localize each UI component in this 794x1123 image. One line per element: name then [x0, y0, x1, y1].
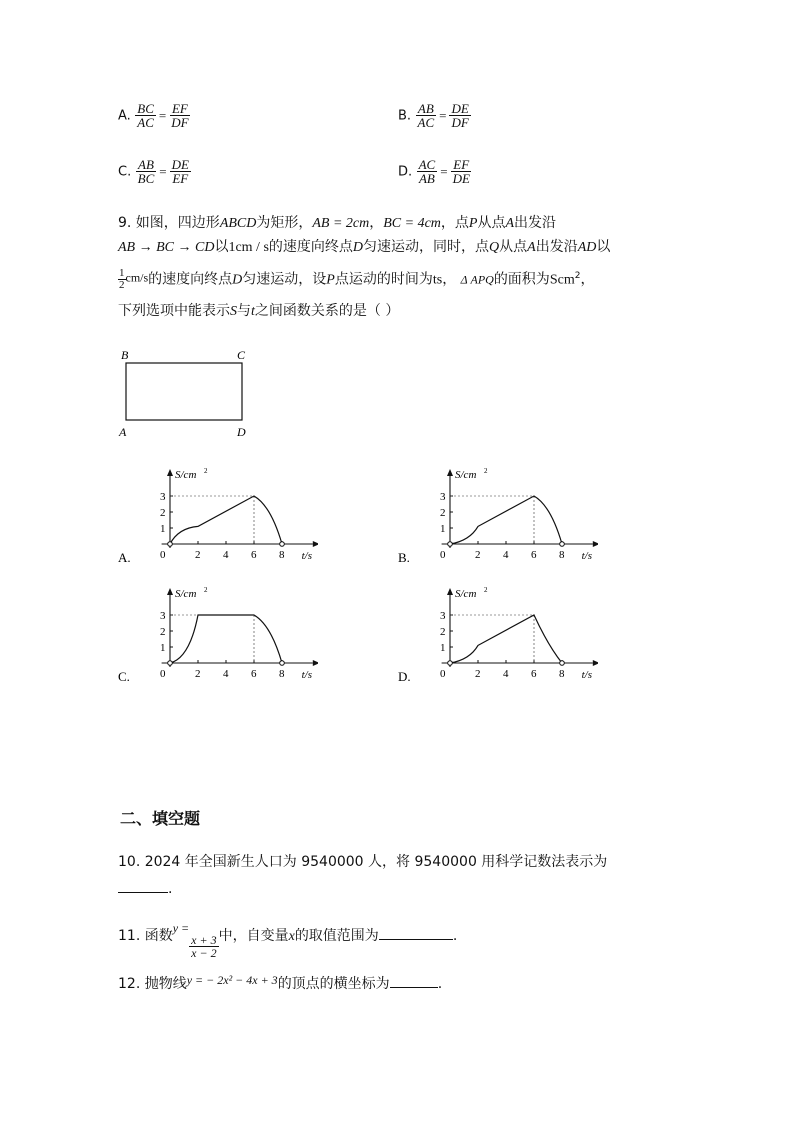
- y-axis-label-sup: 2: [484, 586, 488, 594]
- option-label: C.: [118, 164, 132, 180]
- q9-line-1: 9. 如图，四边形ABCD为矩形，AB = 2cm，BC = 4cm，点P从点A出发沿: [118, 215, 557, 231]
- origin-label: 0: [440, 668, 446, 680]
- y-axis-arrow: [167, 469, 173, 476]
- x-tick-label: 8: [279, 668, 285, 680]
- function-fraction: $\frac{x + 3}{x - 2}$: [191, 933, 217, 960]
- y-tick-label: 3: [440, 610, 446, 622]
- fraction: $\frac{BC}{AC}$: [137, 101, 154, 130]
- x-tick-label: 4: [503, 549, 509, 561]
- y-tick-label: 3: [160, 491, 166, 503]
- y-axis-label-sup: 2: [204, 586, 208, 594]
- origin-label: 0: [160, 668, 166, 680]
- fraction: $\frac{AC}{AB}$: [418, 157, 436, 186]
- x-tick-label: 8: [559, 549, 565, 561]
- open-point: [280, 661, 285, 666]
- option-label: B.: [398, 108, 412, 124]
- y-axis-arrow: [447, 588, 453, 595]
- open-point: [168, 542, 173, 547]
- q8-option-b[interactable]: B. $\frac{AB}{AC}$ = $\frac{DE}{DF}$: [398, 101, 469, 130]
- x-axis-arrow: [593, 541, 598, 547]
- x-axis-label: t/s: [581, 550, 593, 562]
- y-tick-label: 2: [160, 507, 166, 519]
- q11-line: 11. 函数y = $\frac{x + 3}{x - 2}$ 中，自变量x的取值范围为 .: [118, 921, 458, 960]
- x-axis-arrow: [593, 660, 598, 666]
- x-tick-label: 6: [251, 668, 257, 680]
- q9-line-2: AB → BC → CD以1cm / s的速度向终点D匀速运动，同时，点Q从点A出发沿AD以: [118, 239, 611, 255]
- graph-option-label: C.: [118, 669, 130, 684]
- open-point: [560, 542, 565, 547]
- graph-option-b[interactable]: [398, 466, 598, 580]
- x-tick-label: 2: [475, 668, 481, 680]
- y-axis-label-sup: 2: [484, 467, 488, 475]
- rectangle-figure: [112, 344, 262, 444]
- open-point: [448, 661, 453, 666]
- y-tick-label: 2: [160, 626, 166, 638]
- graph-option-d[interactable]: [398, 585, 598, 699]
- rectangle-abcd: [126, 363, 242, 420]
- fraction: $\frac{EF}{DE}$: [452, 157, 470, 186]
- open-point: [168, 661, 173, 666]
- q8-option-c[interactable]: C. $\frac{AB}{BC}$ = $\frac{DE}{EF}$: [118, 157, 189, 186]
- function-curve: [170, 496, 282, 544]
- y-tick-label: 2: [440, 507, 446, 519]
- half-fraction: $\frac{1}{2}$: [119, 267, 125, 292]
- graph-c: [118, 585, 318, 695]
- q9-line-4: 下列选项中能表示S与t之间函数关系的是（ ）: [118, 303, 400, 319]
- x-axis-label: t/s: [301, 669, 313, 681]
- graph-option-label: A.: [118, 550, 131, 565]
- x-axis-arrow: [313, 660, 318, 666]
- fraction: $\frac{DE}{EF}$: [171, 157, 189, 186]
- y-tick-label: 1: [440, 642, 446, 654]
- vertex-c: C: [237, 348, 246, 362]
- graph-d: [398, 585, 598, 695]
- open-point: [280, 542, 285, 547]
- x-tick-label: 2: [195, 668, 201, 680]
- vertex-b: B: [121, 348, 129, 362]
- q10-line-1: 10. 2024 年全国新生人口为 9540000 人，将 9540000 用科学记数法表示为: [118, 854, 608, 870]
- fraction: $\frac{DE}{DF}$: [451, 101, 469, 130]
- x-axis-label: t/s: [581, 669, 593, 681]
- y-tick-label: 1: [160, 523, 166, 535]
- answer-blank[interactable]: [379, 925, 453, 940]
- y-tick-label: 3: [160, 610, 166, 622]
- fraction: $\frac{AB}{AC}$: [417, 101, 435, 130]
- q10-line-2: .: [118, 878, 172, 899]
- function-curve: [170, 615, 282, 663]
- q8-option-a[interactable]: A. $\frac{BC}{AC}$ = $\frac{EF}{DF}$: [118, 101, 189, 130]
- answer-blank[interactable]: [118, 878, 168, 893]
- graph-a: [118, 466, 318, 576]
- graph-option-c[interactable]: [118, 585, 318, 699]
- q8-option-d[interactable]: D. $\frac{AC}{AB}$ = $\frac{EF}{DE}$: [398, 157, 470, 186]
- y-axis-label: S/cm: [175, 469, 197, 481]
- y-axis-label: S/cm: [455, 588, 477, 600]
- origin-label: 0: [160, 549, 166, 561]
- graph-b: [398, 466, 598, 576]
- q12-line: 12. 抛物线y = − 2x² − 4x + 3的顶点的横坐标为 .: [118, 973, 443, 992]
- x-tick-label: 8: [279, 549, 285, 561]
- option-label: A.: [118, 108, 131, 124]
- fraction: $\frac{AB}{BC}$: [137, 157, 155, 186]
- graph-option-label: B.: [398, 550, 410, 565]
- x-tick-label: 8: [559, 668, 565, 680]
- open-point: [448, 542, 453, 547]
- origin-label: 0: [440, 549, 446, 561]
- y-axis-label: S/cm: [455, 469, 477, 481]
- function-curve: [450, 496, 562, 544]
- graph-option-a[interactable]: [118, 466, 318, 580]
- graph-option-label: D.: [398, 669, 411, 684]
- x-axis-arrow: [313, 541, 318, 547]
- q9-line-3: $\frac{1}{2}$ cm/s的速度向终点D匀速运动，设P点运动的时间为ts， Δ APQ的面积为Scm$^2$，: [119, 267, 595, 292]
- vertex-a: A: [119, 425, 127, 439]
- x-tick-label: 2: [475, 549, 481, 561]
- y-tick-label: 2: [440, 626, 446, 638]
- option-label: D.: [398, 164, 413, 180]
- y-tick-label: 1: [440, 523, 446, 535]
- vertex-d: D: [237, 425, 246, 439]
- y-axis-arrow: [447, 469, 453, 476]
- y-axis-label: S/cm: [175, 588, 197, 600]
- function-curve: [450, 615, 562, 663]
- x-tick-label: 2: [195, 549, 201, 561]
- x-tick-label: 6: [531, 668, 537, 680]
- fraction: $\frac{EF}{DF}$: [171, 101, 189, 130]
- y-axis-arrow: [167, 588, 173, 595]
- y-tick-label: 1: [160, 642, 166, 654]
- y-axis-label-sup: 2: [204, 467, 208, 475]
- x-axis-label: t/s: [301, 550, 313, 562]
- answer-blank[interactable]: [390, 973, 438, 988]
- x-tick-label: 6: [531, 549, 537, 561]
- x-tick-label: 4: [223, 668, 229, 680]
- x-tick-label: 4: [223, 549, 229, 561]
- open-point: [560, 661, 565, 666]
- section-title: 二、填空题: [120, 809, 201, 828]
- x-tick-label: 4: [503, 668, 509, 680]
- y-tick-label: 3: [440, 491, 446, 503]
- x-tick-label: 6: [251, 549, 257, 561]
